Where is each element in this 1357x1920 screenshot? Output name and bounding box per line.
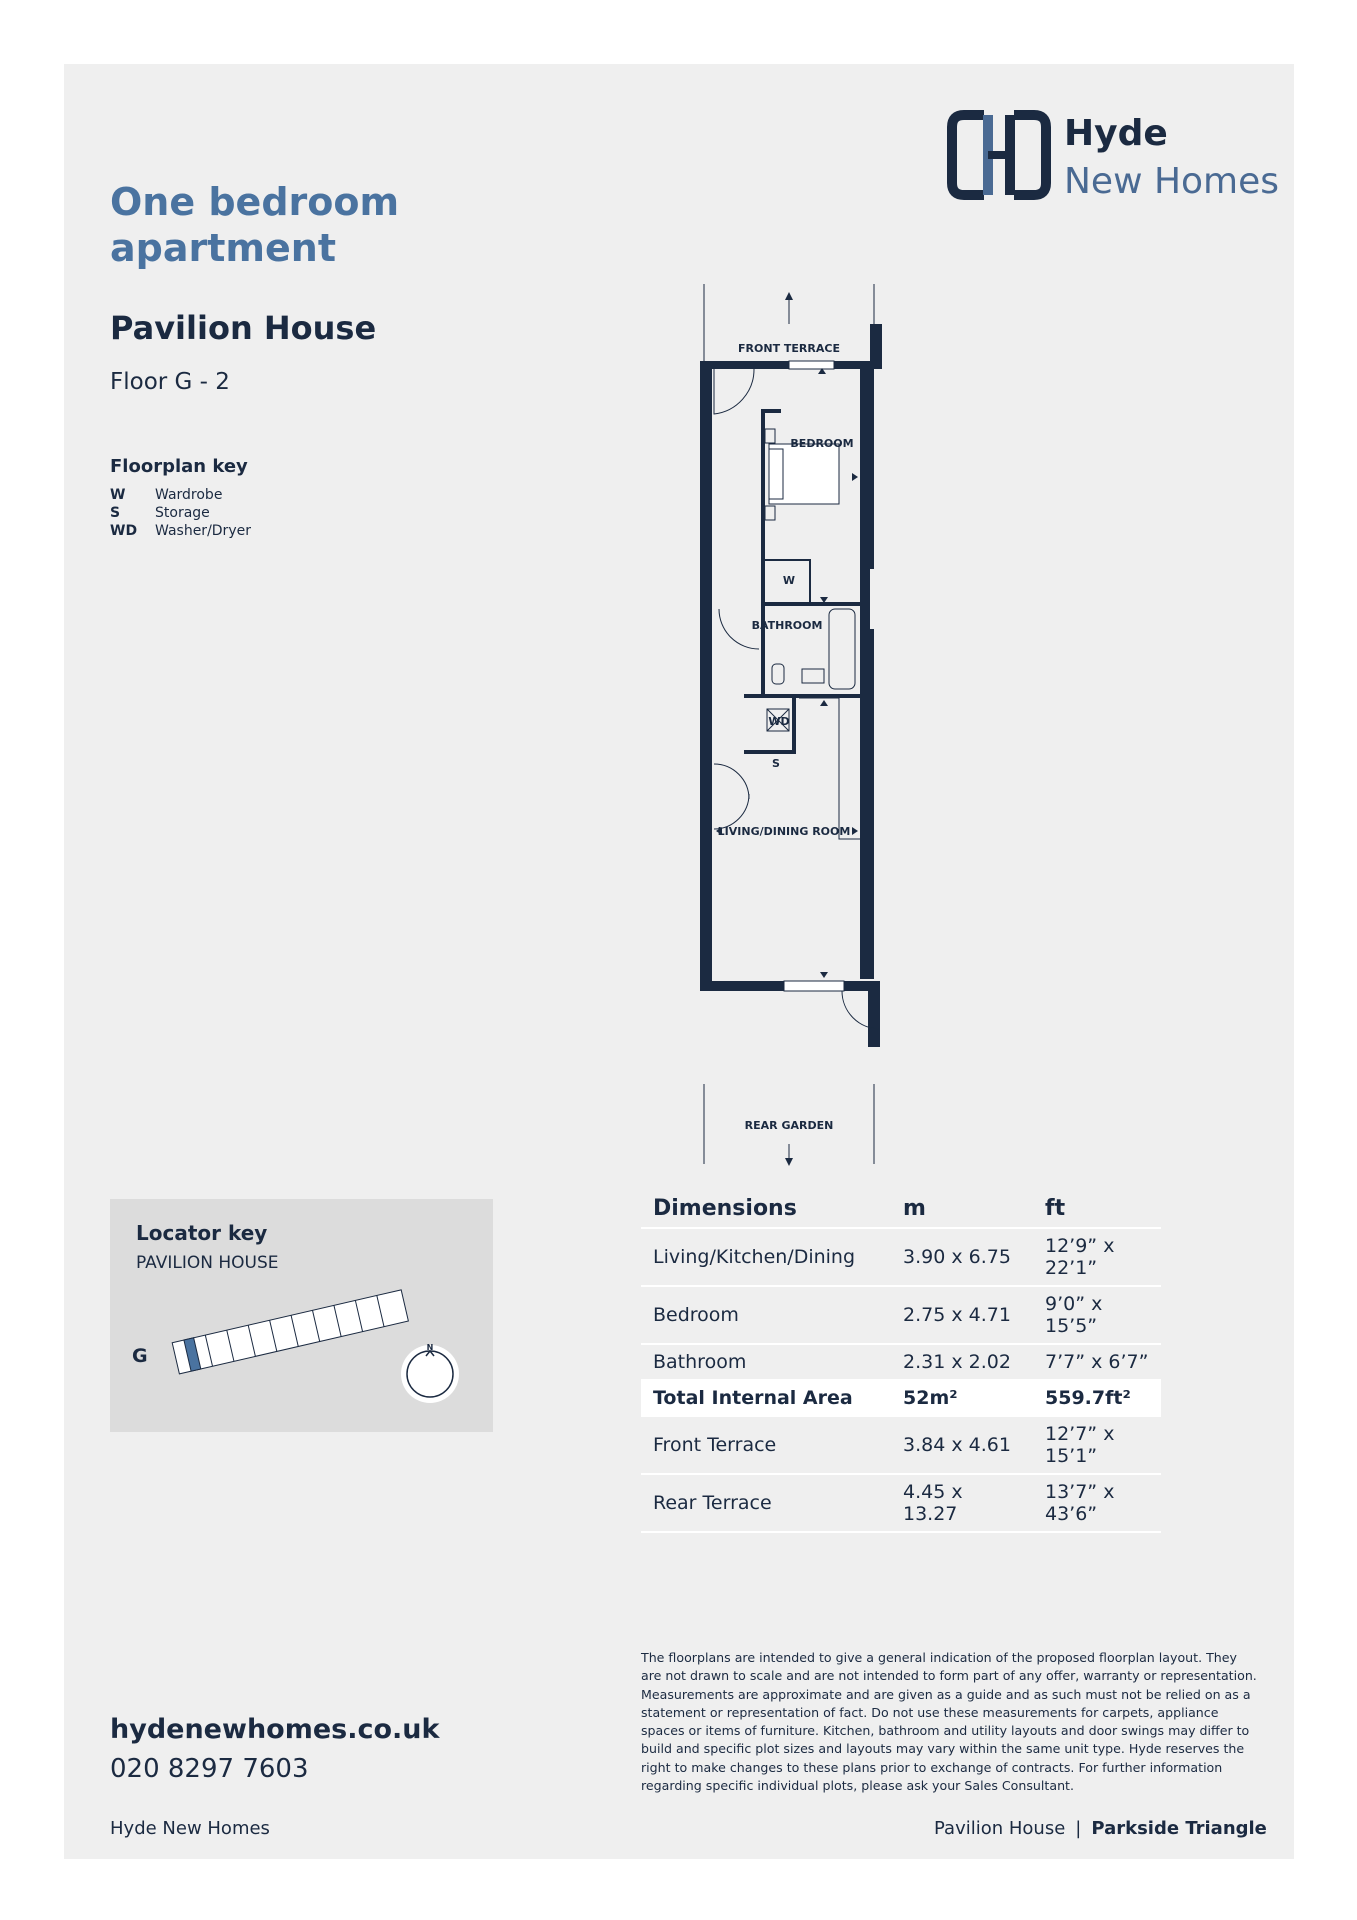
room-name: Rear Terrace <box>641 1474 891 1532</box>
locator-key-panel <box>110 1199 493 1432</box>
locator-key-heading: Locator key <box>136 1221 268 1245</box>
room-metres: 3.90 x 6.75 <box>891 1228 1033 1286</box>
footer-development <box>934 1818 1267 1839</box>
bathroom-label: BATHROOM <box>751 619 823 632</box>
room-feet: 559.7ft² <box>1033 1380 1161 1416</box>
key-label: Wardrobe <box>155 487 223 503</box>
header-metres: m <box>891 1188 1033 1228</box>
total-area-row <box>641 1380 1161 1416</box>
north-label: N <box>426 1343 434 1352</box>
hyde-logo-mark <box>944 100 1054 210</box>
washer-dryer-code: WD <box>768 715 790 728</box>
floorplan-key-heading: Floorplan key <box>110 456 248 477</box>
dimensions-table <box>641 1188 1161 1533</box>
dimensions-header-row <box>641 1188 1161 1228</box>
table-row <box>641 1474 1161 1532</box>
north-compass-icon <box>401 1345 459 1403</box>
key-label: Storage <box>155 505 210 521</box>
disclaimer-text: The floorplans are intended to give a general indication of the proposed floorplan layout. They are not drawn to scale and are not intended to form part of any offer, warranty or representation. Measurements are approximate and are given as a guide and as such must not be relied on as a statement or representation of fact. Do not use these measurements for carpets, appliance spaces or items of furniture. Kitchen, bathroom and utility layouts and door swings may differ to build and specific plot sizes and layouts may vary within the same unit type. Hyde reserves the right to make changes to these plans prior to exchange of contracts. For further information regarding specific individual plots, please ask your Sales Consultant. <box>641 1650 1257 1794</box>
footer-brand: Hyde New Homes <box>110 1818 270 1839</box>
locator-building-name: PAVILION HOUSE <box>136 1253 279 1273</box>
footer-development-name: Parkside Triangle <box>1091 1818 1267 1839</box>
website-link[interactable]: hydenewhomes.co.uk <box>110 1714 440 1745</box>
key-code: WD <box>110 523 138 539</box>
table-row <box>641 1416 1161 1474</box>
apartment-type-title: One bedroom apartment <box>110 180 400 270</box>
room-feet: 9’0” x 15’5” <box>1033 1286 1161 1344</box>
floorplan-key-list <box>110 486 251 540</box>
room-feet: 7’7” x 6’7” <box>1033 1344 1161 1380</box>
header-feet: ft <box>1033 1188 1161 1228</box>
locator-floor-letter: G <box>132 1345 148 1367</box>
room-metres: 52m² <box>891 1380 1033 1416</box>
table-row <box>641 1228 1161 1286</box>
rear-garden-label: REAR GARDEN <box>744 1119 834 1132</box>
room-name: Front Terrace <box>641 1416 891 1474</box>
building-name: Pavilion House <box>110 309 377 347</box>
living-dining-label: LIVING/DINING ROOM <box>717 825 851 838</box>
key-item <box>110 486 251 504</box>
site-locator-map <box>110 1199 493 1432</box>
brand-wordmark <box>1064 110 1279 206</box>
phone-number[interactable]: 020 8297 7603 <box>110 1754 309 1784</box>
room-metres: 2.75 x 4.71 <box>891 1286 1033 1344</box>
key-code: S <box>110 505 121 521</box>
header-dimensions: Dimensions <box>641 1188 891 1228</box>
key-item <box>110 504 251 522</box>
room-metres: 2.31 x 2.02 <box>891 1344 1033 1380</box>
footer-separator: | <box>1075 1818 1082 1839</box>
brand-line-2: New Homes <box>1064 161 1280 202</box>
room-metres: 3.84 x 4.61 <box>891 1416 1033 1474</box>
front-terrace-label: FRONT TERRACE <box>738 342 840 355</box>
hyde-logo <box>944 100 1284 210</box>
room-feet: 12’7” x 15’1” <box>1033 1416 1161 1474</box>
table-row <box>641 1286 1161 1344</box>
floor-plan-drawing <box>624 284 884 1184</box>
room-metres: 4.45 x 13.27 <box>891 1474 1033 1532</box>
room-name: Total Internal Area <box>641 1380 891 1416</box>
table-row <box>641 1344 1161 1380</box>
brochure-sheet <box>64 64 1294 1859</box>
footer-building: Pavilion House <box>934 1818 1066 1839</box>
room-name: Bathroom <box>641 1344 891 1380</box>
key-label: Washer/Dryer <box>155 523 251 539</box>
room-name: Living/Kitchen/Dining <box>641 1228 891 1286</box>
room-feet: 12’9” x 22’1” <box>1033 1228 1161 1286</box>
room-name: Bedroom <box>641 1286 891 1344</box>
wardrobe-code: W <box>782 574 796 587</box>
storage-code: S <box>772 757 780 770</box>
brand-line-1: Hyde <box>1064 113 1168 154</box>
floor-label: Floor G - 2 <box>110 369 230 395</box>
key-item <box>110 522 251 540</box>
bedroom-label: BEDROOM <box>790 437 854 450</box>
room-feet: 13’7” x 43’6” <box>1033 1474 1161 1532</box>
key-code: W <box>110 487 126 503</box>
